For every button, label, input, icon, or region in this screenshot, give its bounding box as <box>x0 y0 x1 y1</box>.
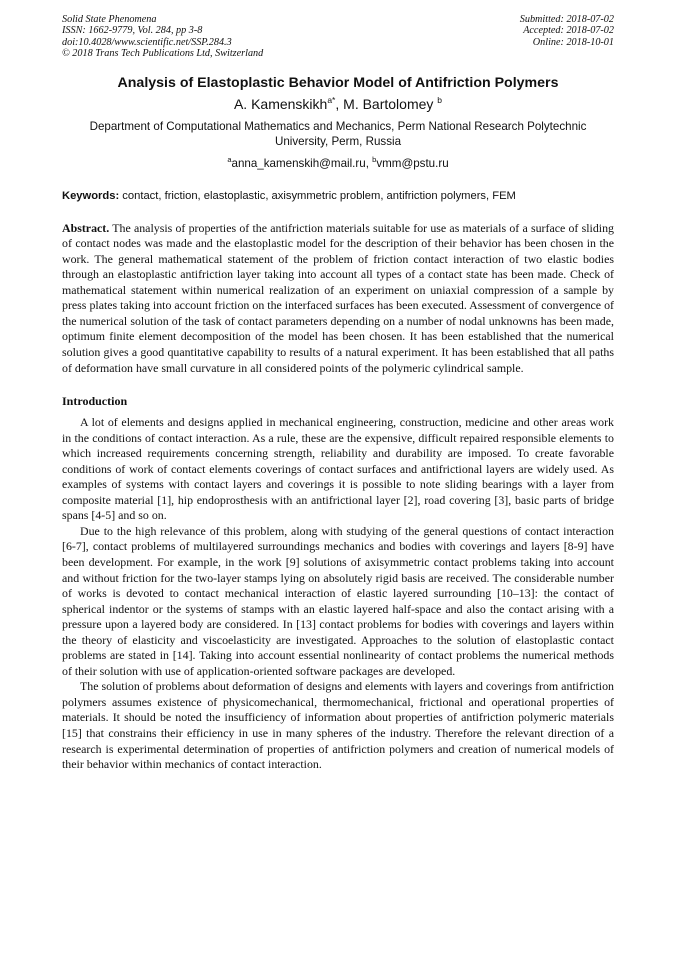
email-b: vmm@pstu.ru <box>376 156 449 170</box>
journal-copyright: © 2018 Trans Tech Publications Ltd, Switzerland <box>62 48 264 60</box>
email-a-marker: a <box>227 154 232 164</box>
abstract-text: The analysis of properties of the antifriction materials suitable for use as materials of a surface of sliding of contact nodes was made and the elastoplastic model for the description of their behavior has been chosen in the work. The general mathematical statement of the problem of friction contact interaction of two elastic bodies through an elastoplastic antifriction layer taking into account all types of a contact state has been made. Check of mathematical statement within numerical realization of an experiment on uniaxial compression of a sample by press plates taking into account friction on the interfaced surfaces has been executed. Assessment of convergence of the numerical solution of the task of contact parameters depending on a number of nodal unknowns has been made, optimum finite element decomposition of the model has been chosen. It has been established that the numerical solution gives a good quantitative capability to results of a natural experiment. It has been established that all paths of deformation have small curvature in all considered points of the polymeric cylindrical sample. <box>62 220 614 375</box>
author-separator: , <box>335 95 344 112</box>
journal-info <box>62 14 263 60</box>
affiliation: Department of Computational Mathematics and Mechanics, Perm National Research Polytechnic University, Perm, Russia <box>89 119 587 148</box>
author-bartolomey: M. Bartolomey <box>343 95 438 112</box>
journal-name: Solid State Phenomena <box>62 14 157 25</box>
email-a: anna_kamenskih@mail.ru, <box>231 156 373 170</box>
keywords-text: contact, friction, elastoplastic, axisymmetric problem, antifriction polymers, FEM <box>119 189 516 202</box>
submitted-date: Submitted: 2018-07-02 <box>519 14 614 25</box>
journal-header <box>62 14 614 60</box>
email-b-marker: b <box>372 154 377 164</box>
author-bartolomey-marker: b <box>437 94 443 105</box>
keywords-label: Keywords: <box>62 189 120 202</box>
author-emails <box>62 156 614 171</box>
introduction-paragraph-2: Due to the high relevance of this problem, along with studying of the general questions of contact interaction [6-7], contact problems of multilayered surroundings mechanics and bodies with coverings and layers [8-9] have been development. For example, in the work [9] solutions of axisymmetric contact problems taking into account and without friction for the two-layer stamps lying on absolutely rigid basis are received. The considerable number of works is devoted to contact mechanical interaction of elastic layered surrounding [10–13]: the contact of spherical indentor or the systems of stamps with an elastic layered half-space and also the contact arising with a pressure upon a layered body are considered. In [13] contact problems for bodies with coverings and layers within the theory of elasticity and viscoelasticity are investigated. Approaches to the solution of elastoplastic contact problems are stated in [14]. Taking into account essential nonlinearity of contact problems the numerical methods of their solution with use of application-oriented software packages are developed. <box>62 523 614 678</box>
author-kamenskikh-marker: a* <box>327 94 336 105</box>
accepted-date: Accepted: 2018-07-02 <box>523 25 614 37</box>
introduction-paragraph-1: A lot of elements and designs applied in mechanical engineering, construction, medicine and other areas work in the conditions of contact interaction. As a rule, these are the expensive, difficult repaired responsible elements to which increased requirements concerning strength, reliability and durability are imposed. To create favorable conditions of work of contact elements coverings of contact surfaces and antifrictional layers are widely used. As examples of systems with contact layers and coverings it is possible to note sliding bearings with a layer from composite material [1], hip endoprosthesis with an antifrictional layer [2], road covering [3], basic parts of bridge spans [4-5] and so on. <box>62 415 614 523</box>
journal-doi: doi:10.4028/www.scientific.net/SSP.284.3 <box>62 36 232 48</box>
author-kamenskikh: A. Kamenskikh <box>233 95 328 112</box>
submission-dates <box>520 14 614 60</box>
online-date: Online: 2018-10-01 <box>532 36 614 48</box>
introduction-paragraph-3: The solution of problems about deformation of designs and elements with layers and coverings from antifriction polymers assumes existence of physicomechanical, thermomechanical, frictional and operational properties of materials. It should be noted the insufficiency of information about properties of antifriction polymeric materials [15] that constrains their efficiency in use in many spheres of the industry. Therefore the relevant direction of a research is experimental determination of properties of antifriction polymers and creation of numerical models of their behavior within mechanics of contact interaction. <box>62 679 614 772</box>
paper-title: Analysis of Elastoplastic Behavior Model of Antifriction Polymers <box>117 74 559 91</box>
abstract-label: Abstract. <box>62 220 110 235</box>
author-list <box>62 95 614 113</box>
introduction-heading: Introduction <box>62 394 128 409</box>
journal-issn: ISSN: 1662-9779, Vol. 284, pp 3-8 <box>62 25 203 37</box>
keywords <box>62 189 614 203</box>
abstract <box>62 221 614 376</box>
